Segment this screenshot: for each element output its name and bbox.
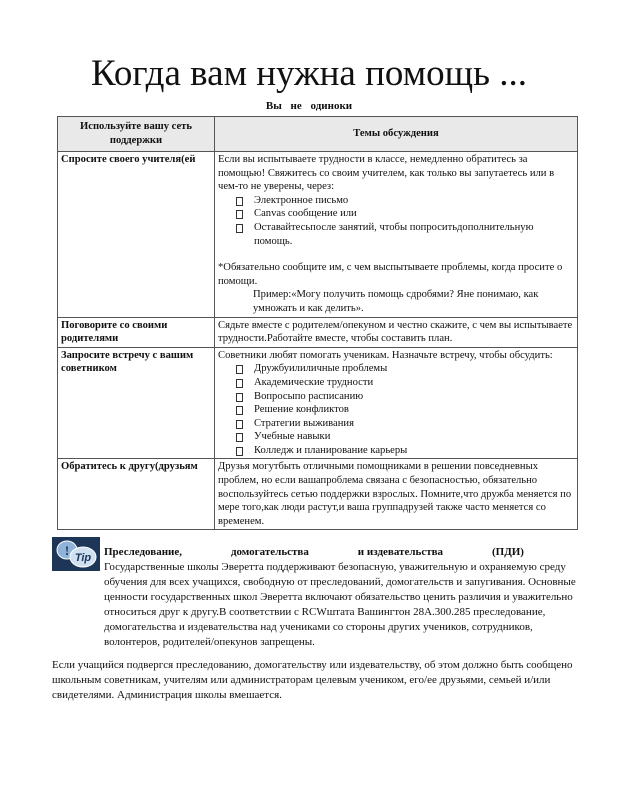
header-support-network: Используйте вашу сеть поддержки xyxy=(58,117,215,152)
list-item: Дружбуилиличные проблемы xyxy=(236,362,574,376)
row-counselor-meeting: Запросите встречу с вашим советником xyxy=(58,347,215,459)
table-row xyxy=(58,347,578,459)
list-item: Решение конфликтов xyxy=(236,403,574,417)
svg-text:!: ! xyxy=(64,543,70,558)
heading-word: домогательства xyxy=(230,546,309,558)
contact-methods-list xyxy=(218,194,574,248)
list-item: Электронное письмо xyxy=(236,194,574,208)
list-item: Академические трудности xyxy=(236,376,574,390)
section-heading xyxy=(52,545,524,560)
row-text: Советники любят помогать ученикам. Назначьте встречу, чтобы обсудить: xyxy=(218,349,553,361)
header-topics: Темы обсуждения xyxy=(215,117,578,152)
list-item: Учебные навыки xyxy=(236,430,574,444)
svg-text:Tip: Tip xyxy=(74,552,92,564)
row-text: Если вы испытываете трудности в классе, немедленно обратитесь за помощью! Свяжитесь со своим учителем, как только вы запутаетесь или в чем-то не уверены, через: xyxy=(218,154,555,193)
list-item: Вопросыпо расписанию xyxy=(236,390,574,404)
table-header-row xyxy=(58,117,578,152)
heading-word: Преследование, xyxy=(104,546,183,558)
table-row xyxy=(58,152,578,318)
list-item: Колледж и планирование карьеры xyxy=(236,444,574,458)
row-example: Пример:«Могу получить помощь сдробями? Яне понимаю, как умножать и как делить». xyxy=(253,289,539,314)
row-ask-friend: Обратитесь к другу(друзьям xyxy=(58,459,215,530)
counselor-topics-list xyxy=(218,362,574,457)
row-ask-teacher-topics xyxy=(215,152,578,318)
table-row xyxy=(58,317,578,347)
row-talk-parents-topics: Сядьте вместе с родителем/опекуном и честно скажите, с чем вы испытываете трудности.Работайте вместе, чтобы составить план. xyxy=(215,317,578,347)
list-item: Canvas сообщение или xyxy=(236,207,574,221)
row-ask-teacher: Спросите своего учителя(ей xyxy=(58,152,215,318)
policy-paragraph: Государственные школы Эверетта поддерживают безопасную, уважительную и охраняемую среду обучения для всех учащихся, свободную от преследований, домогательств и запугивания. Основные ценности государственных школ Эверетта включают обязательство ценить различия и уважительно относиться друг к другу.В соответствии с RCWштата Вашингтон 28A.300.285 преследование, домогательства и издевательства над учениками со стороны других учеников, сотрудников, волонтеров, родителей/опекунов запрещены. xyxy=(104,561,576,648)
reporting-text: Если учащийся подвергся преследованию, домогательству или издевательству, об этом должно быть сообщено школьным советникам, учителям или администраторам целевым учеником, его/ее друзьями, семьей и/или свидетелями. Администрация школы вмешается. xyxy=(52,659,573,701)
table-row xyxy=(58,459,578,530)
list-item: Стратегии выживания xyxy=(236,417,574,431)
harassment-section xyxy=(52,545,578,650)
row-ask-friend-topics: Друзья могутбыть отличными помощниками в решении повседневных проблем, но если вашапроблема связана с безопасностью, обязательно воспользуйтесь сетью поддержки взрослых. Помните,что дружба меняется по мере того,как люди растут,и ваша группадрузей также часто меняется со временем. xyxy=(215,459,578,530)
heading-word: (ПДИ) xyxy=(491,546,524,558)
row-talk-parents: Поговорите со своими родителями xyxy=(58,317,215,347)
heading-word: и издевательства xyxy=(357,546,444,558)
row-counselor-topics xyxy=(215,347,578,459)
list-item: Оставайтесьпосле занятий, чтобы попроситьдополнительную помощь. xyxy=(236,221,574,248)
row-note: *Обязательно сообщите им, с чем выспытываете проблемы, когда просите о помощи. xyxy=(218,262,563,287)
page-subtitle: Вы не одиноки xyxy=(265,100,353,112)
page-title: Когда вам нужна помощь ... xyxy=(91,53,527,94)
support-table xyxy=(57,116,578,530)
reporting-paragraph xyxy=(52,658,578,703)
